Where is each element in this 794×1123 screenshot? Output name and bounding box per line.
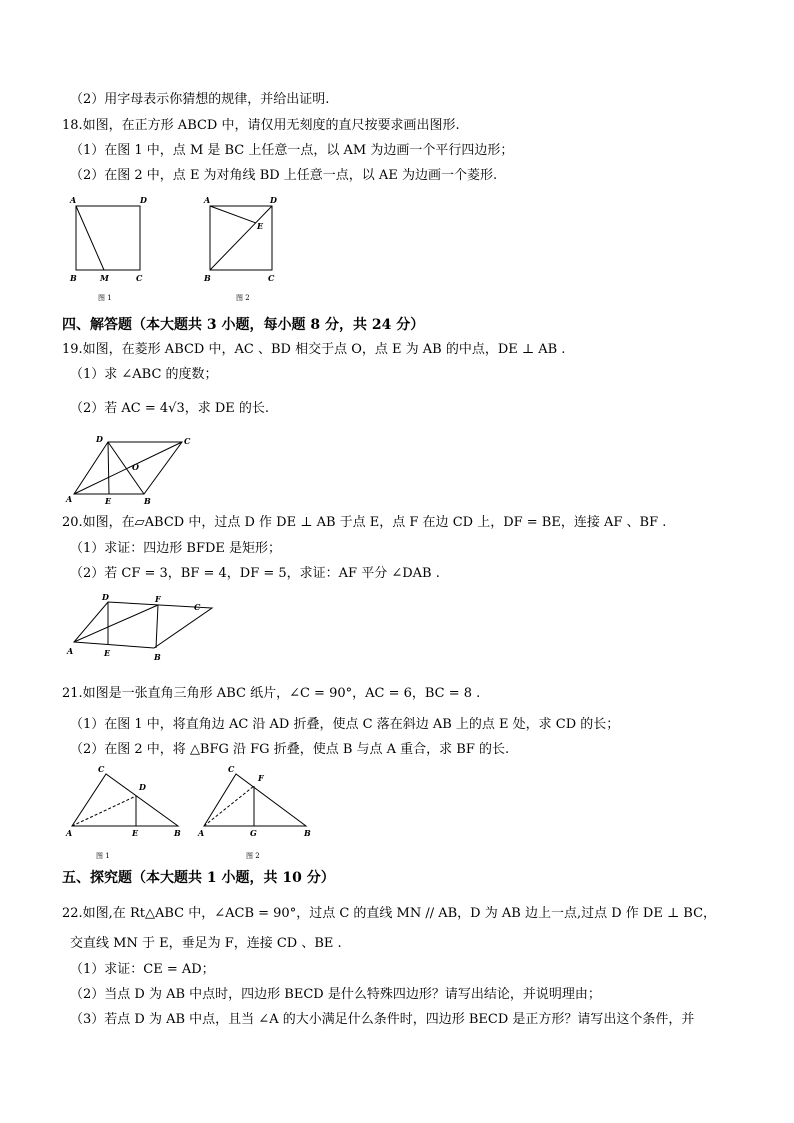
question-18-part1: （1）在图 1 中，点 M 是 BC 上任意一点，以 AM 为边画一个平行四边形； [70,143,514,158]
label-C: C [136,273,143,283]
question-18: 18.如图，在正方形 ABCD 中，请仅用无刻度的直尺按要求画出图形. [62,118,460,133]
figure-caption: 图 2 [236,294,250,302]
label-C: C [194,602,201,612]
question-22-part2: （2）当点 D 为 AB 中点时，四边形 BECD 是什么特殊四边形？请写出结论，并说明理由； [70,987,601,1002]
question-22-part3: （3）若点 D 为 AB 中点，且当 ∠A 的大小满足什么条件时，四边形 BECD 是正方形？请写出这个条件，并 [70,1012,695,1027]
question-21-part1: （1）在图 1 中，将直角边 AC 沿 AD 折叠，使点 C 落在斜边 AB 上的点 E 处，求 CD 的长； [70,717,620,732]
figure-caption: 图 2 [246,852,260,860]
label-C: C [228,764,235,774]
label-A: A [66,828,73,838]
question-19: 19.如图，在菱形 ABCD 中，AC 、BD 相交于点 O，点 E 为 AB 的中点，DE ⊥ AB . [62,342,566,357]
label-B: B [174,828,181,838]
label-C: C [268,273,275,283]
label-B: B [144,496,151,506]
label-B: B [70,273,77,283]
label-E: E [257,221,264,231]
label-B: B [304,828,311,838]
question-22-line2: 交直线 MN 于 E，垂足为 F，连接 CD 、BE . [70,936,342,951]
question-21-part2: （2）在图 2 中，将 △BFG 沿 FG 折叠，使点 B 与点 A 重合，求 BF 的长. [70,742,510,757]
figure-21-2 [196,762,320,862]
question-19-part1: （1）求 ∠ABC 的度数； [70,367,218,382]
question-21: 21.如图是一张直角三角形 ABC 纸片，∠C = 90°，AC = 6，BC = 8 . [62,686,481,701]
figure-20 [62,590,222,666]
label-A: A [70,195,77,205]
text-line: （2）用字母表示你猜想的规律，并给出证明. [70,92,330,107]
label-O: O [132,462,139,472]
label-D: D [270,195,277,205]
figure-18-2 [198,192,294,304]
label-F: F [258,773,264,783]
label-C: C [98,764,105,774]
question-18-part2: （2）在图 2 中，点 E 为对角线 BD 上任意一点，以 AE 为边画一个菱形. [70,168,498,183]
label-D: D [102,592,109,602]
figure-caption: 图 1 [98,294,112,302]
label-D: D [140,195,147,205]
question-20-part1: （1）求证：四边形 BFDE 是矩形； [70,541,282,556]
label-M: M [100,273,109,283]
label-F: F [155,594,161,604]
label-D: D [96,434,103,444]
figure-caption: 图 1 [96,852,110,860]
label-E: E [105,496,112,506]
figure-21-1 [62,762,190,862]
label-E: E [132,828,139,838]
label-B: B [154,652,161,662]
figure-19 [62,432,202,506]
question-20: 20.如图，在▱ABCD 中，过点 D 作 DE ⊥ AB 于点 E，点 F 在边 CD 上，DF = BE，连接 AF 、BF . [62,515,667,530]
figure-18-1 [64,192,160,304]
label-A: A [198,828,205,838]
label-A: A [66,494,73,504]
label-B: B [204,273,211,283]
section-heading-4: 四、解答题（本大题共 3 小题，每小题 8 分，共 24 分） [62,317,425,333]
label-G: G [250,828,257,838]
question-22-part1: （1）求证：CE = AD； [70,962,215,977]
label-A: A [67,646,74,656]
question-20-part2: （2）若 CF = 3，BF = 4，DF = 5，求证：AF 平分 ∠DAB . [70,566,440,581]
question-22: 22.如图,在 Rt△ABC 中，∠ACB = 90°，过点 C 的直线 MN // AB，D 为 AB 边上一点,过点 D 作 DE ⊥ BC， [62,906,717,921]
question-19-part2: （2）若 AC = 4√3，求 DE 的长. [70,401,270,416]
section-heading-5: 五、探究题（本大题共 1 小题，共 10 分） [62,870,335,886]
label-A: A [204,195,211,205]
label-E: E [104,648,111,658]
label-C: C [184,436,191,446]
label-D: D [139,782,146,792]
